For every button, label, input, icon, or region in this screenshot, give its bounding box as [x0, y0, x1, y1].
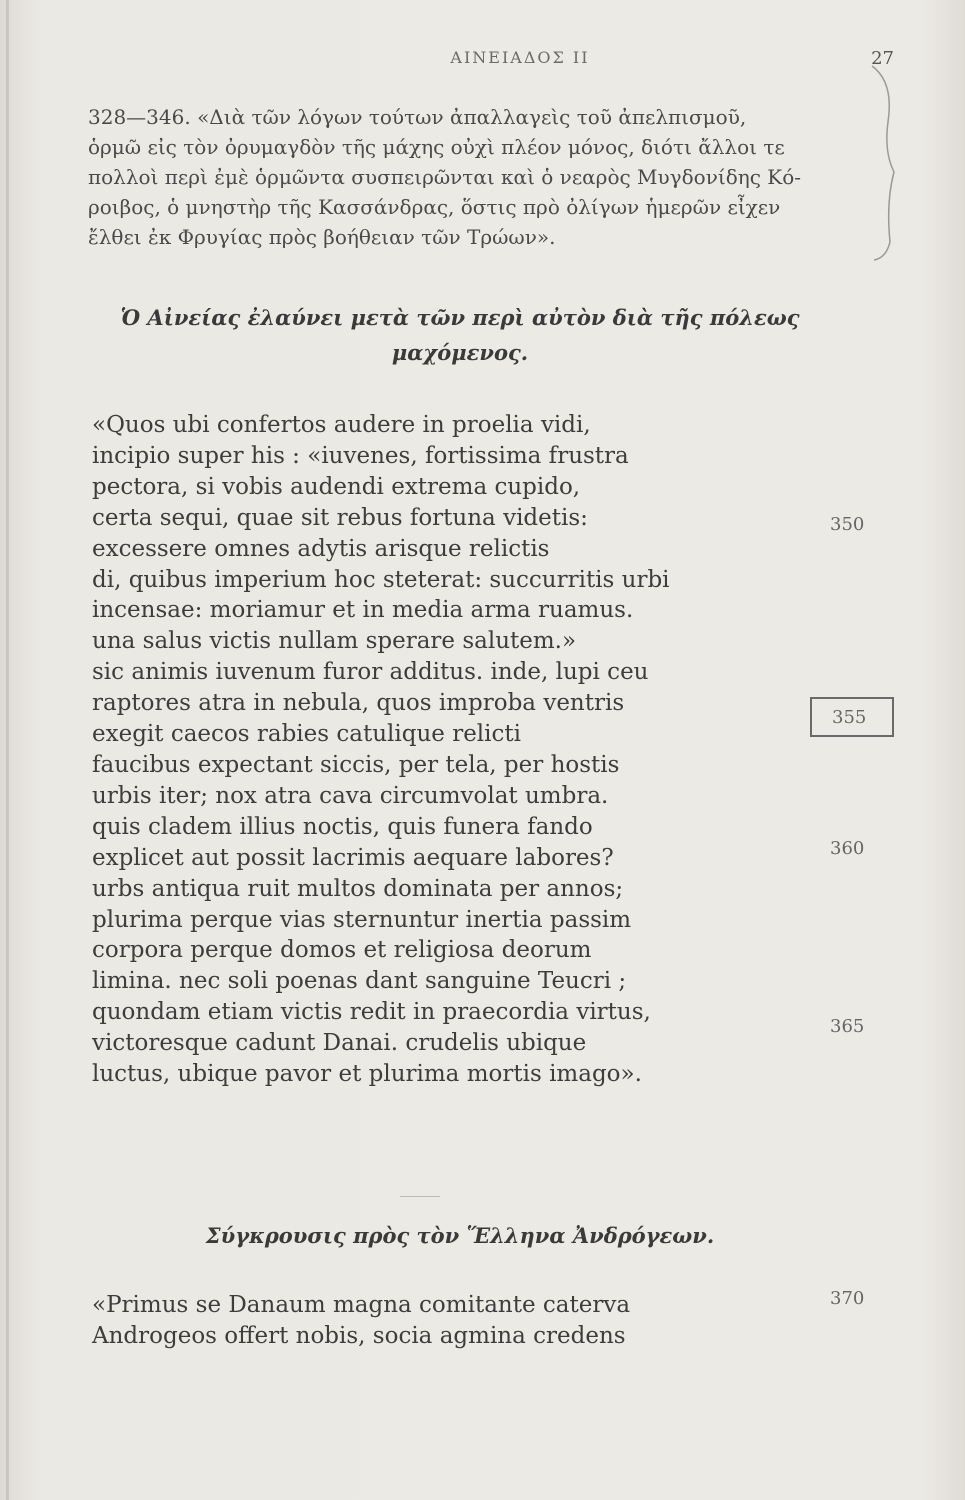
- greek-line: πολλοὶ περὶ ἐμὲ ὁρμῶντα συσπειρῶνται καὶ ὁ νεαρὸς Μυγδονίδης Κό-: [88, 165, 802, 189]
- verse-line: corpora perque domos et religiosa deorum: [92, 937, 592, 964]
- verse-line: «Primus se Danaum magna comitante caterva: [92, 1292, 631, 1318]
- line-number-365: 365: [830, 1016, 865, 1037]
- verse-line: luctus, ubique pavor et plurima mortis imago».: [92, 1061, 642, 1088]
- verse-line: incensae: moriamur et in media arma ruamus.: [92, 597, 634, 624]
- greek-summary-paragraph: [88, 102, 878, 252]
- greek-line: ροιβος, ὁ μνηστὴρ τῆς Κασσάνδρας, ὅστις πρὸ ὀλίγων ἡμερῶν εἶχεν: [88, 195, 781, 219]
- page-number: 27: [871, 48, 894, 69]
- section-divider: [400, 1196, 440, 1197]
- running-head: ΑΙΝΕΙΑΔΟΣ II: [450, 48, 590, 67]
- verse-line: victoresque cadunt Danai. crudelis ubique: [92, 1030, 587, 1057]
- section-heading-2: Σύγκρουσις πρὸς τὸν Ἕλληνα Ἀνδρόγεων.: [205, 1223, 715, 1248]
- verse-line: raptores atra in nebula, quos improba ventris: [92, 690, 625, 717]
- verse-line: quis cladem illius noctis, quis funera fando: [92, 813, 593, 840]
- verse-line: Androgeos offert nobis, socia agmina credens: [92, 1322, 626, 1349]
- latin-verse-block-2: [92, 1290, 792, 1352]
- greek-line: 328—346. «Διὰ τῶν λόγων τούτων ἀπαλλαγεὶς τοῦ ἀπελπισμοῦ,: [88, 105, 747, 129]
- verse-line: incipio super his : «iuvenes, fortissima frustra: [92, 442, 629, 469]
- verse-line: pectora, si vobis audendi extrema cupido,: [92, 473, 581, 500]
- verse-line: urbs antiqua ruit multos dominata per annos;: [92, 875, 624, 902]
- line-number-355: 355: [832, 707, 867, 728]
- verse-line: quondam etiam victis redit in praecordia virtus,: [92, 999, 651, 1026]
- latin-verse-block: [92, 410, 792, 1090]
- verse-line: sic animis iuvenum furor additus. inde, lupi ceu: [92, 659, 649, 686]
- page-edge: [6, 0, 9, 1500]
- verse-line: limina. nec soli poenas dant sanguine Teucri ;: [92, 968, 627, 995]
- verse-line: «Quos ubi confertos audere in proelia vidi,: [92, 412, 591, 438]
- verse-line: faucibus expectant siccis, per tela, per hostis: [92, 751, 620, 778]
- line-number-370: 370: [830, 1288, 865, 1309]
- verse-line: una salus victis nullam sperare salutem.»: [92, 628, 577, 655]
- section-heading-line2: μαχόμενος.: [391, 340, 529, 365]
- greek-line: ἔλθει ἐκ Φρυγίας πρὸς βοήθειαν τῶν Τρώων».: [88, 225, 556, 249]
- verse-line: di, quibus imperium hoc steterat: succurritis urbi: [92, 566, 670, 593]
- verse-line: certa sequi, quae sit rebus fortuna videtis:: [92, 504, 588, 531]
- line-number-360: 360: [830, 838, 865, 859]
- verse-line: plurima perque vias sternuntur inertia passim: [92, 906, 632, 933]
- greek-line: ὁρμῶ εἰς τὸν ὀρυμαγδὸν τῆς μάχης οὐχὶ πλέον μόνος, διότι ἄλλοι τε: [88, 135, 785, 159]
- verse-line: exegit caecos rabies catulique relicti: [92, 721, 522, 748]
- verse-line: explicet aut possit lacrimis aequare labores?: [92, 844, 614, 871]
- line-number-350: 350: [830, 514, 865, 535]
- section-heading-line1: Ὁ Αἰνείας ἐλαύνει μετὰ τῶν περὶ αὐτὸν διὰ τῆς πόλεως: [120, 305, 800, 330]
- verse-line: excessere omnes adytis arisque relictis: [92, 535, 550, 562]
- page-header: [90, 48, 910, 78]
- verse-line: urbis iter; nox atra cava circumvolat umbra.: [92, 782, 609, 809]
- line-number-355-box: [810, 697, 894, 737]
